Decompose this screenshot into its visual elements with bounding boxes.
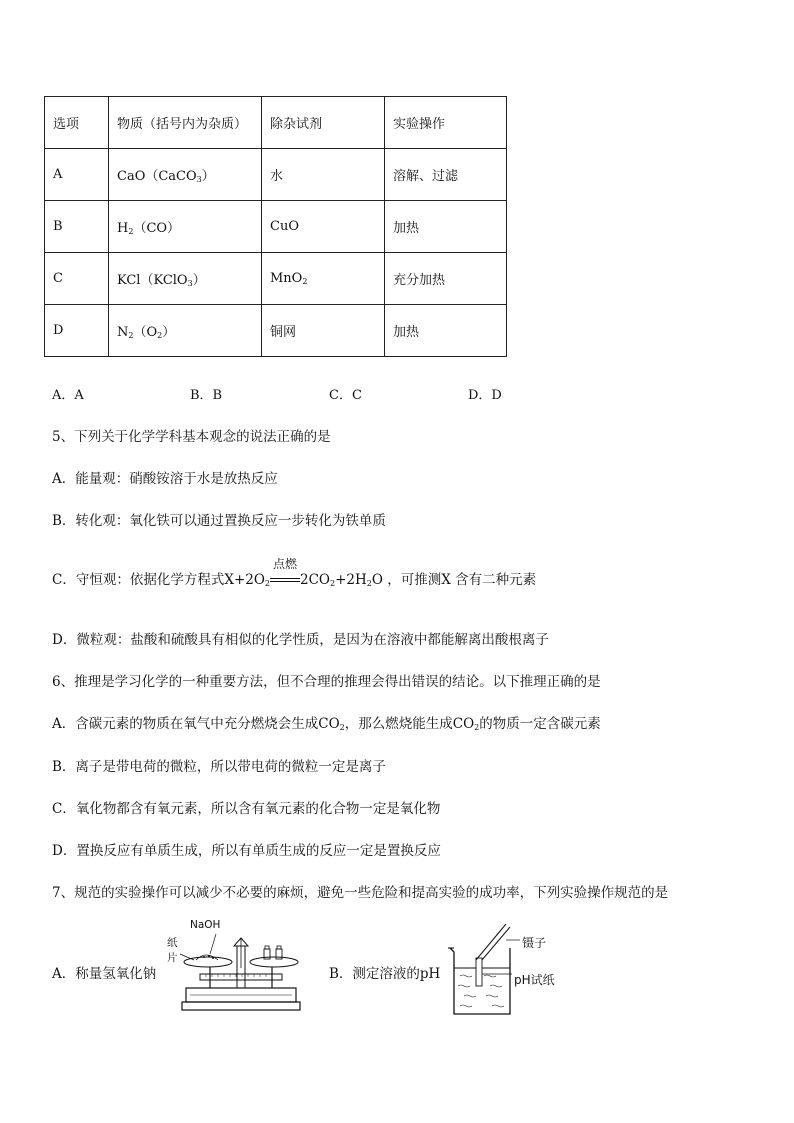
table-header-row	[45, 97, 507, 149]
substance-cell: KCl（KClO$_3$）	[109, 253, 262, 305]
q7-option-a[interactable]: A．称量氢氧化钠	[52, 966, 157, 982]
table-row	[45, 253, 507, 305]
q4-option-d[interactable]: D．D	[468, 388, 502, 403]
operation-cell: 充分加热	[385, 253, 507, 305]
reagent-cell: 水	[262, 149, 385, 201]
q7-option-b[interactable]: B．测定溶液的pH	[329, 966, 441, 982]
q5-option-c[interactable]: C．守恒观：依据化学方程式$X+2O_2$ 点燃 $2CO_2+2H_2O$ ，可推测X 含有二种元素	[52, 557, 537, 588]
q5-stem: 5、下列关于化学学科基本观念的说法正确的是	[52, 429, 331, 445]
q6-stem: 6、推理是学习化学的一种重要方法，但不合理的推理会得出错误的结论。以下推理正确的是	[52, 674, 601, 690]
beaker-icon	[440, 918, 570, 1018]
q6-option-d[interactable]: D．置换反应有单质生成，所以有单质生成的反应一定是置换反应	[52, 843, 441, 859]
substance-cell: $H_2(CO)$	[109, 201, 262, 253]
option-cell: B	[45, 201, 109, 253]
reagent-cell: 铜网	[262, 305, 385, 357]
q6-option-c[interactable]: C．氧化物都含有氧元素，所以含有氧元素的化合物一定是氧化物	[52, 801, 441, 817]
fig-label-tweezers: 镊子	[522, 936, 547, 950]
reaction-condition: 点燃	[270, 572, 300, 588]
q4-option-b[interactable]: B．B	[190, 388, 223, 403]
substance-cell: CaO（CaCO$_3$）	[109, 149, 262, 201]
fig-label-ph-paper: pH试纸	[514, 973, 555, 987]
option-cell: D	[45, 305, 109, 357]
header-cell: 选项	[45, 97, 109, 149]
fig-label-naoh: NaOH	[190, 919, 221, 931]
reagent-cell: MnO$_2$	[262, 253, 385, 305]
q6-option-a[interactable]: A．含碳元素的物质在氧气中充分燃烧会生成$CO_2$，那么燃烧能生成$CO_2$的物质一定含碳元素	[52, 716, 601, 732]
operation-cell: 溶解、过滤	[385, 149, 507, 201]
table-row	[45, 305, 507, 357]
table-row	[45, 201, 507, 253]
reagent-cell: CuO	[262, 201, 385, 253]
substance-cell: $N_2(O_2)$	[109, 305, 262, 357]
fig-label-paper: 纸	[167, 937, 178, 949]
option-cell: C	[45, 253, 109, 305]
header-cell: 实验操作	[385, 97, 507, 149]
ph-test-figure	[440, 918, 570, 1018]
q4-option-a[interactable]: A．A	[52, 388, 84, 403]
header-cell: 除杂试剂	[262, 97, 385, 149]
fig-label-paper-2: 片	[167, 952, 178, 964]
table-row	[45, 149, 507, 201]
q5-option-d[interactable]: D．微粒观：盐酸和硫酸具有相似的化学性质，是因为在溶液中都能解离出酸根离子	[52, 632, 549, 648]
balance-figure	[160, 918, 310, 1018]
q5-option-a[interactable]: A．能量观：硝酸铵溶于水是放热反应	[52, 471, 278, 487]
balance-icon	[160, 918, 310, 1018]
operation-cell: 加热	[385, 201, 507, 253]
option-cell: A	[45, 149, 109, 201]
q7-stem: 7、规范的实验操作可以减少不必要的麻烦，避免一些危险和提高实验的成功率，下列实验操作规范的是	[52, 885, 669, 901]
impurity-table	[44, 96, 507, 357]
q5-option-b[interactable]: B．转化观：氧化铁可以通过置换反应一步转化为铁单质	[52, 513, 386, 529]
header-cell: 物质（括号内为杂质）	[109, 97, 262, 149]
operation-cell: 加热	[385, 305, 507, 357]
q4-option-c[interactable]: C．C	[329, 388, 362, 403]
q6-option-b[interactable]: B．离子是带电荷的微粒，所以带电荷的微粒一定是离子	[52, 759, 386, 775]
